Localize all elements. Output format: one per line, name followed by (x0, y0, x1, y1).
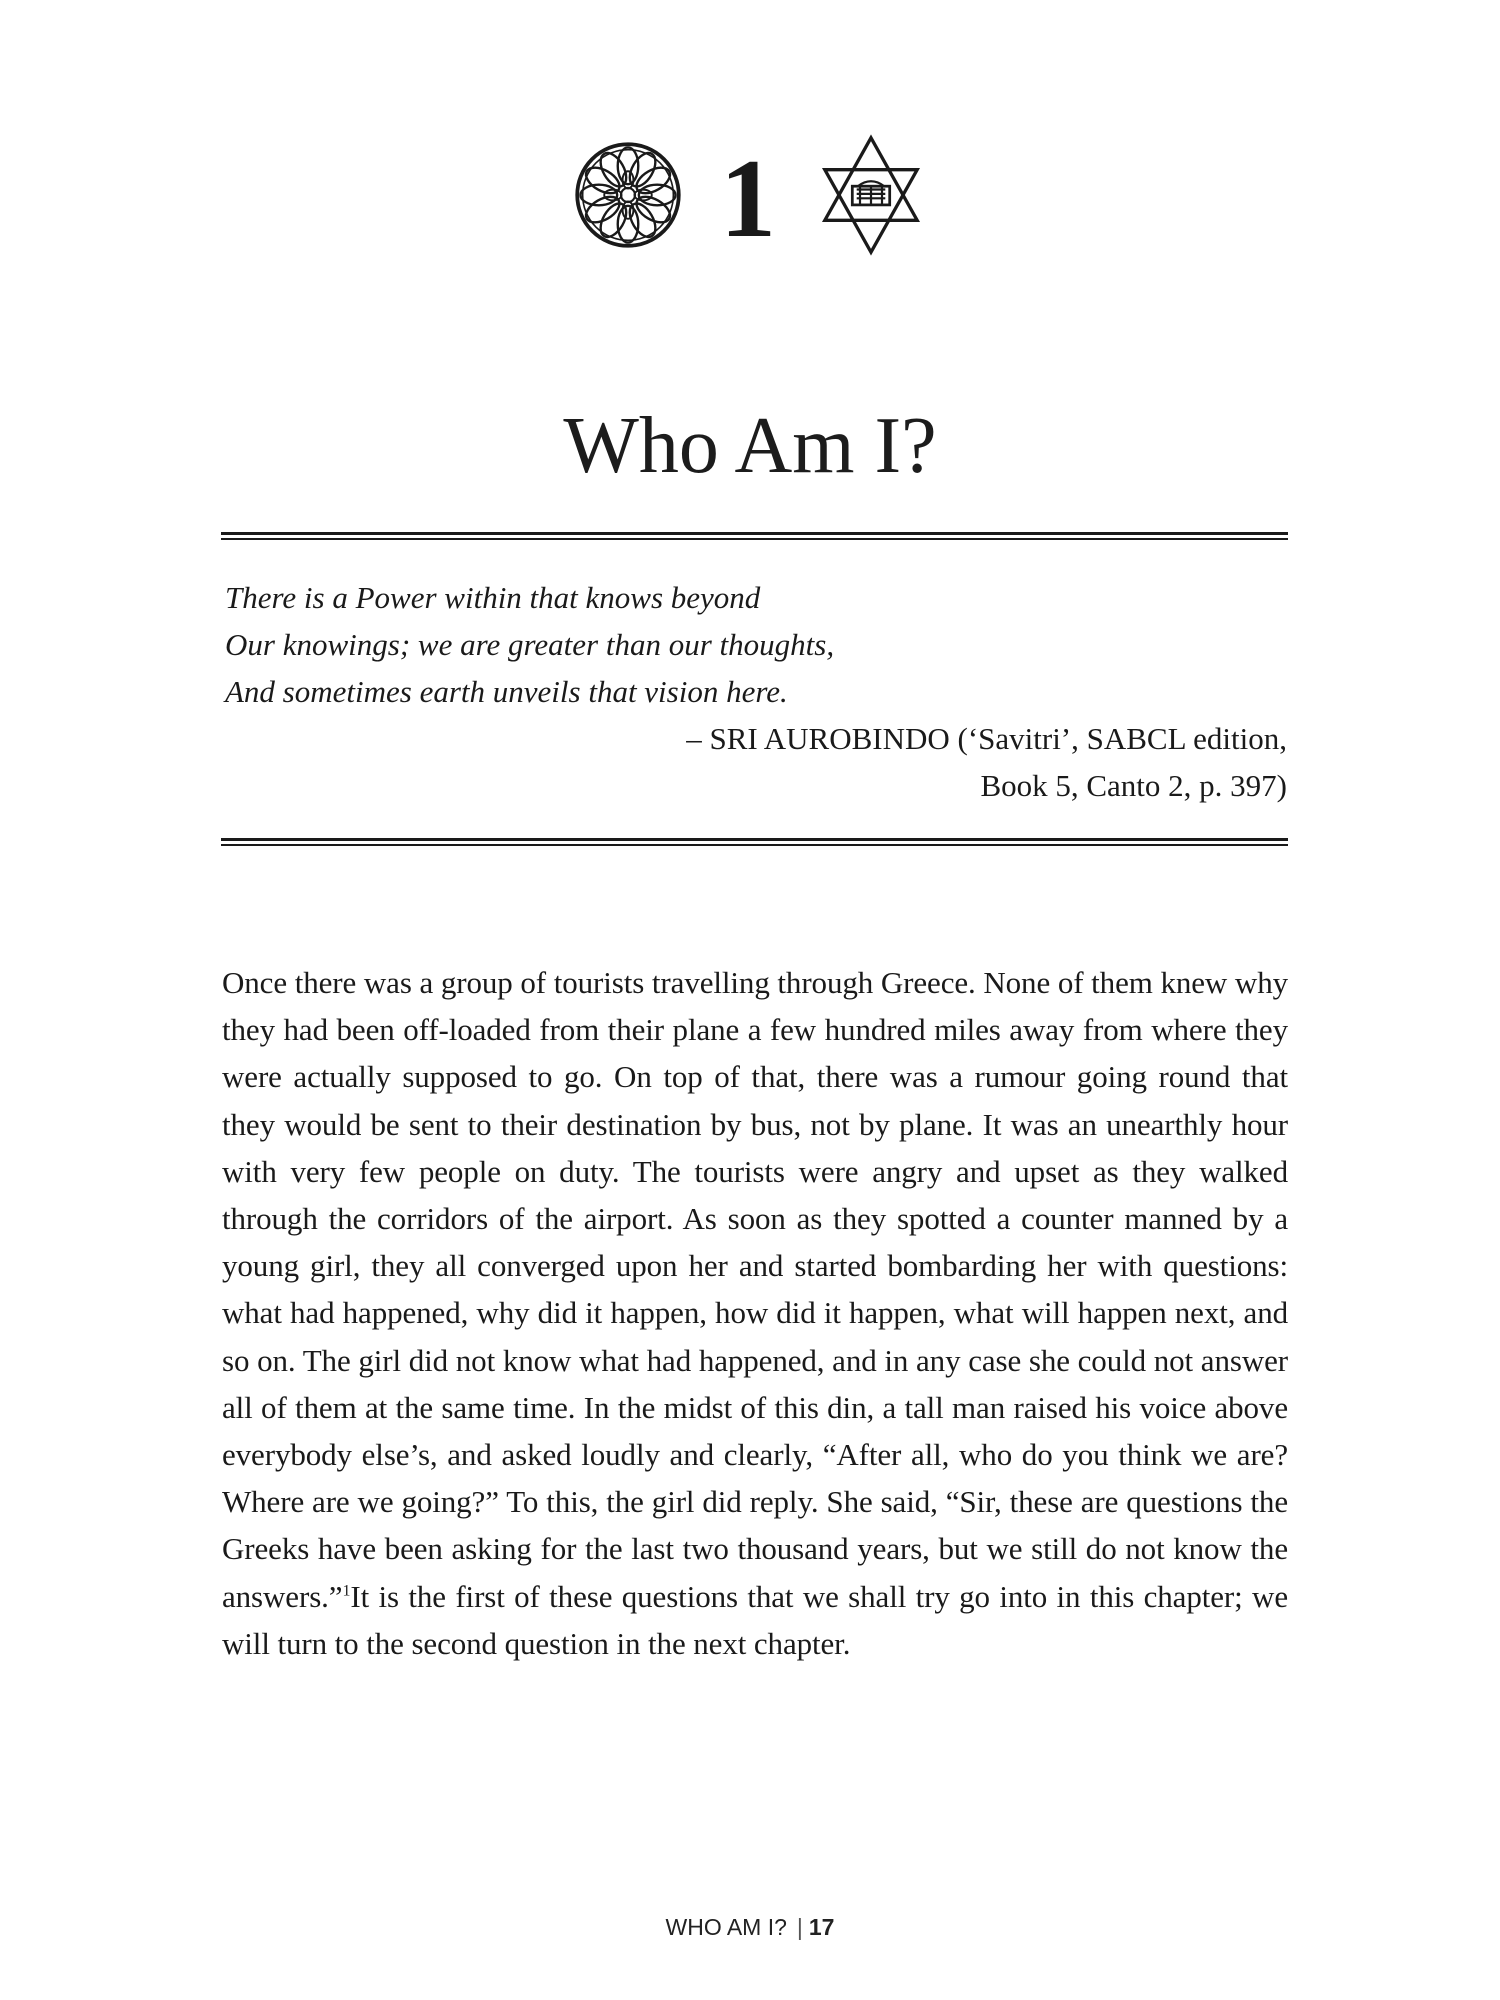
body-text-part-1: Once there was a group of tourists travelling through Greece. None of them knew why they had been off-loaded from their plane a few hundred miles away from where they were actually supposed to go. On top of that, there was a rumour going round that they would be sent to their destination by bus, not by plane. It was an unearthly hour with very few people on duty. The tourists were angry and upset as they walked through the corridors of the airport. As soon as they spotted a counter manned by a young girl, they all converged upon her and started bombarding her with questions: what had happened, why did it happen, how did it happen, what will happen next, and so on. The girl did not know what had happened, and in any case she could not answer all of them at the same time. In the midst of this din, a tall man raised his voice above everybody else’s, and asked loudly and clearly, “After all, who do you think we are? Where are we going?” To this, the girl did reply. She said, “Sir, these are questions the Greeks have been asking for the last two thousand years, but we still do not know the answers.” (222, 965, 1288, 1614)
footer-separator: | (796, 1914, 803, 1940)
running-title: WHO AM I? (665, 1914, 787, 1940)
epigraph-line: There is a Power within that knows beyond (225, 580, 761, 615)
epigraph-bottom-rule (221, 838, 1288, 846)
chapter-number: 1 (720, 137, 776, 261)
lotus-symbol-icon (574, 141, 682, 249)
page-number: 17 (808, 1914, 835, 1940)
epigraph (225, 574, 1287, 809)
body-paragraph (222, 959, 1288, 1667)
chapter-title: Who Am I? (563, 401, 937, 490)
chapter-heading (0, 125, 1500, 265)
epigraph-attribution-line-2: Book 5, Canto 2, p. 397) (980, 768, 1287, 803)
footnote-reference[interactable]: 1 (342, 1582, 351, 1600)
epigraph-top-rule (221, 532, 1288, 540)
six-pointed-star-symbol-icon (816, 134, 926, 256)
body-text-part-2: It is the first of these questions that we shall try go into in this chapter; we will turn to the second question in the next chapter. (222, 1578, 1288, 1661)
epigraph-attribution-line-1: – SRI AUROBINDO (‘Savitri’, SABCL edition, (686, 721, 1287, 756)
epigraph-line: And sometimes earth unveils that vision here. (225, 674, 788, 709)
epigraph-line: Our knowings; we are greater than our thoughts, (225, 627, 835, 662)
page-footer (0, 1914, 1500, 1941)
